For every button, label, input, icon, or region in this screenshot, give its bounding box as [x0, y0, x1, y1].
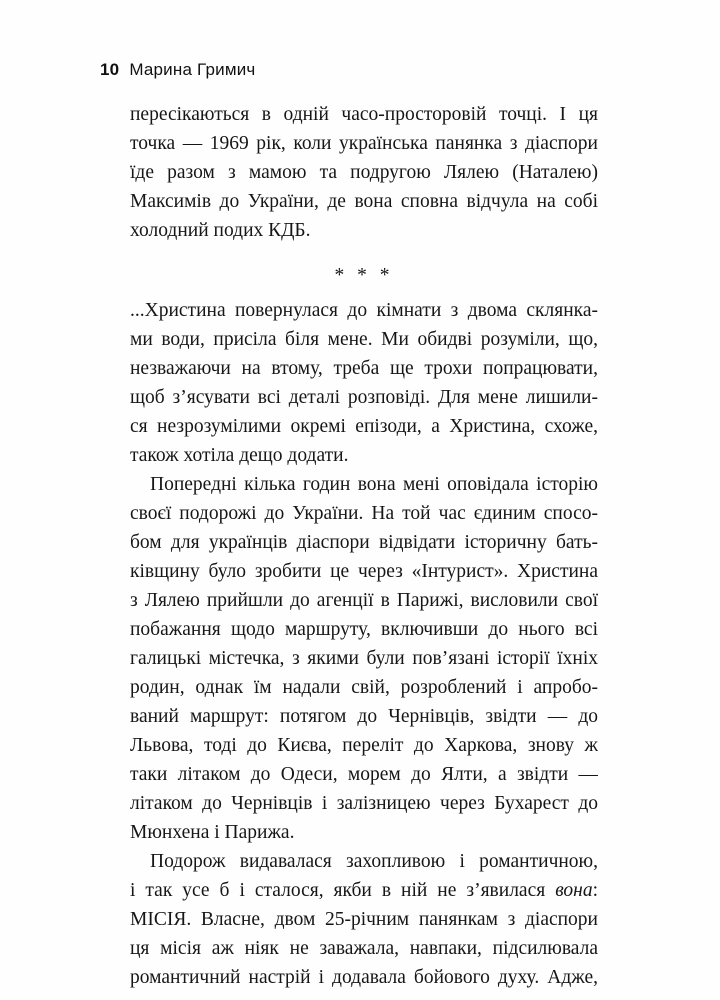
text-line: ся незрозумілими окремі епізоди, а Христина, схоже, — [130, 416, 598, 437]
page-number: 10 — [100, 60, 120, 79]
author-name: Марина Гримич — [129, 60, 256, 79]
text-span: : — [592, 880, 598, 901]
text-line: щоб з’ясувати всі деталі розповіді. Для мене лишили- — [130, 387, 598, 408]
text-line: незважаючи на втому, треба ще трохи попрацювати, — [130, 358, 598, 379]
text-line: Подорож видавалася захопливою і романтичною, — [150, 851, 598, 872]
text-line: Львова, тоді до Києва, переліт до Харкова, знову ж — [130, 735, 598, 756]
text-line: ваний маршрут: потягом до Чернівців, звідти — до — [130, 706, 598, 727]
text-line: Максимів до України, де вона сповна відчула на собі — [130, 191, 598, 212]
text-line: також хотіла дещо додати. — [130, 445, 349, 466]
text-line: Попередні кілька годин вона мені оповідала історію — [150, 474, 598, 495]
spacer — [130, 245, 598, 261]
text-line: літаком до Чернівців і залізницею через Бухарест до — [130, 793, 598, 814]
text-line: ...Христина повернулася до кімнати з двома склянка- — [130, 300, 598, 321]
text-line: бом для українців діаспори відвідати історичну бать- — [130, 532, 598, 553]
text-line: ця місія аж ніяк не заважала, навпаки, підсилювала — [130, 938, 598, 959]
text-line: галицькі містечка, з якими були пов’язані історії їхніх — [130, 648, 598, 669]
text-line: МІСІЯ. Власне, двом 25-річним панянкам з діаспори — [130, 909, 598, 930]
body-text — [130, 100, 598, 992]
paragraph-4 — [130, 847, 598, 992]
text-line: пересікаються в одній часо-просторовій точці. І ця — [130, 104, 598, 125]
text-line: ми води, присіла біля мене. Ми обидві розуміли, що, — [130, 329, 598, 350]
text-line — [130, 876, 598, 905]
text-line: побажання щодо маршруту, включивши до нього всі — [130, 619, 598, 640]
emphasis-word: вона — [555, 880, 593, 901]
text-line: Мюнхена і Парижа. — [130, 822, 295, 843]
text-line: їде разом з мамою та подругою Лялею (Наталею) — [130, 162, 598, 183]
text-line: своєї подорожі до України. На той час єдиним спосо- — [130, 503, 598, 524]
paragraph-2 — [130, 296, 598, 470]
text-line: з Лялею прийшли до агенції в Парижі, висловили свої — [130, 590, 598, 611]
text-line: таки літаком до Одеси, морем до Ялти, а звідти — — [130, 764, 598, 785]
text-line: точка — 1969 рік, коли українська панянка з діаспори — [130, 133, 598, 154]
paragraph-3 — [130, 470, 598, 847]
text-line: романтичний настрій і додавала бойового духу. Адже, — [130, 967, 598, 988]
paragraph-1 — [130, 100, 598, 245]
text-span: і так усе б і сталося, якби в ній не з’явилася — [130, 880, 556, 901]
text-line: родин, однак їм надали свій, розроблений і апробо- — [130, 677, 598, 698]
text-line: ківщину було зробити це через «Інтурист». Христина — [130, 561, 598, 582]
section-separator: * * * — [334, 265, 394, 286]
text-line: холодний подих КДБ. — [130, 220, 311, 241]
running-head — [100, 60, 255, 80]
